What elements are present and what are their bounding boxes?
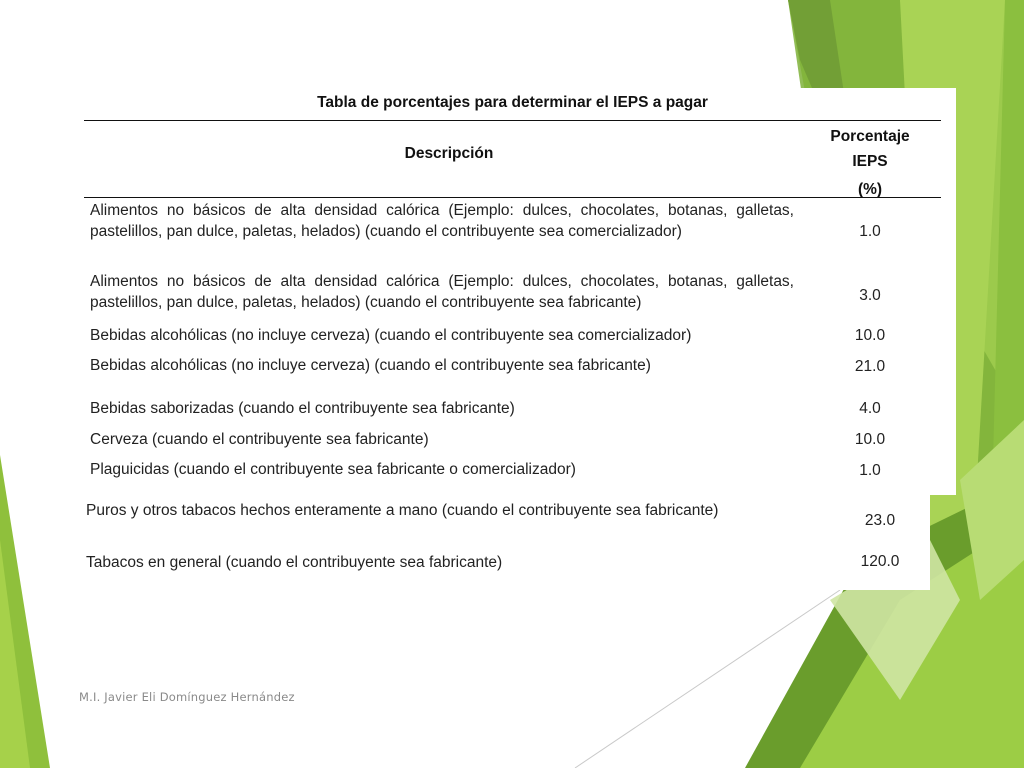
table-row-description: Alimentos no básicos de alta densidad calórica (Ejemplo: dulces, chocolates, botanas, galletas, pastelillos, pan dulce, paletas, helados) (cuando el contribuyente sea fabricante) xyxy=(90,273,794,311)
table-row-percent: 3.0 xyxy=(859,287,881,304)
header-percent-line3: (%) xyxy=(857,181,883,198)
header-top-rule xyxy=(84,120,941,121)
table-row-description: Cerveza (cuando el contribuyente sea fabricante) xyxy=(90,431,429,448)
table-row-description: Tabacos en general (cuando el contribuyente sea fabricante) xyxy=(86,554,503,571)
header-percent-line1: Porcentaje xyxy=(830,128,910,145)
table-row-percent: 21.0 xyxy=(854,358,886,375)
table-row-percent: 120.0 xyxy=(860,553,900,570)
footer-author: M.I. Javier Eli Domínguez Hernández xyxy=(79,690,295,704)
header-bottom-rule xyxy=(84,197,941,198)
table-row-percent: 1.0 xyxy=(859,223,881,240)
table-row-percent: 23.0 xyxy=(864,512,896,529)
table-title: Tabla de porcentajes para determinar el IEPS a pagar xyxy=(317,94,708,111)
table-row-percent: 1.0 xyxy=(859,462,881,479)
table-row-description: Alimentos no básicos de alta densidad calórica (Ejemplo: dulces, chocolates, botanas, galletas, pastelillos, pan dulce, paletas, helados) (cuando el contribuyente sea comercializador) xyxy=(90,202,794,240)
table-row-description: Bebidas saborizadas (cuando el contribuyente sea fabricante) xyxy=(90,400,515,417)
table-row-percent: 4.0 xyxy=(859,400,881,417)
table-row-description: Plaguicidas (cuando el contribuyente sea fabricante o comercializador) xyxy=(90,461,576,478)
header-percent xyxy=(810,124,930,202)
table-row-description: Puros y otros tabacos hechos enteramente a mano (cuando el contribuyente sea fabricante) xyxy=(86,502,719,519)
table-row-percent: 10.0 xyxy=(854,431,886,448)
table-row-description: Bebidas alcohólicas (no incluye cerveza) (cuando el contribuyente sea fabricante) xyxy=(90,357,651,374)
table-row-description: Bebidas alcohólicas (no incluye cerveza) (cuando el contribuyente sea comercializador) xyxy=(90,327,692,344)
table-row-percent: 10.0 xyxy=(854,327,886,344)
header-description: Descripción xyxy=(404,145,494,162)
header-percent-line2: IEPS xyxy=(852,153,888,170)
